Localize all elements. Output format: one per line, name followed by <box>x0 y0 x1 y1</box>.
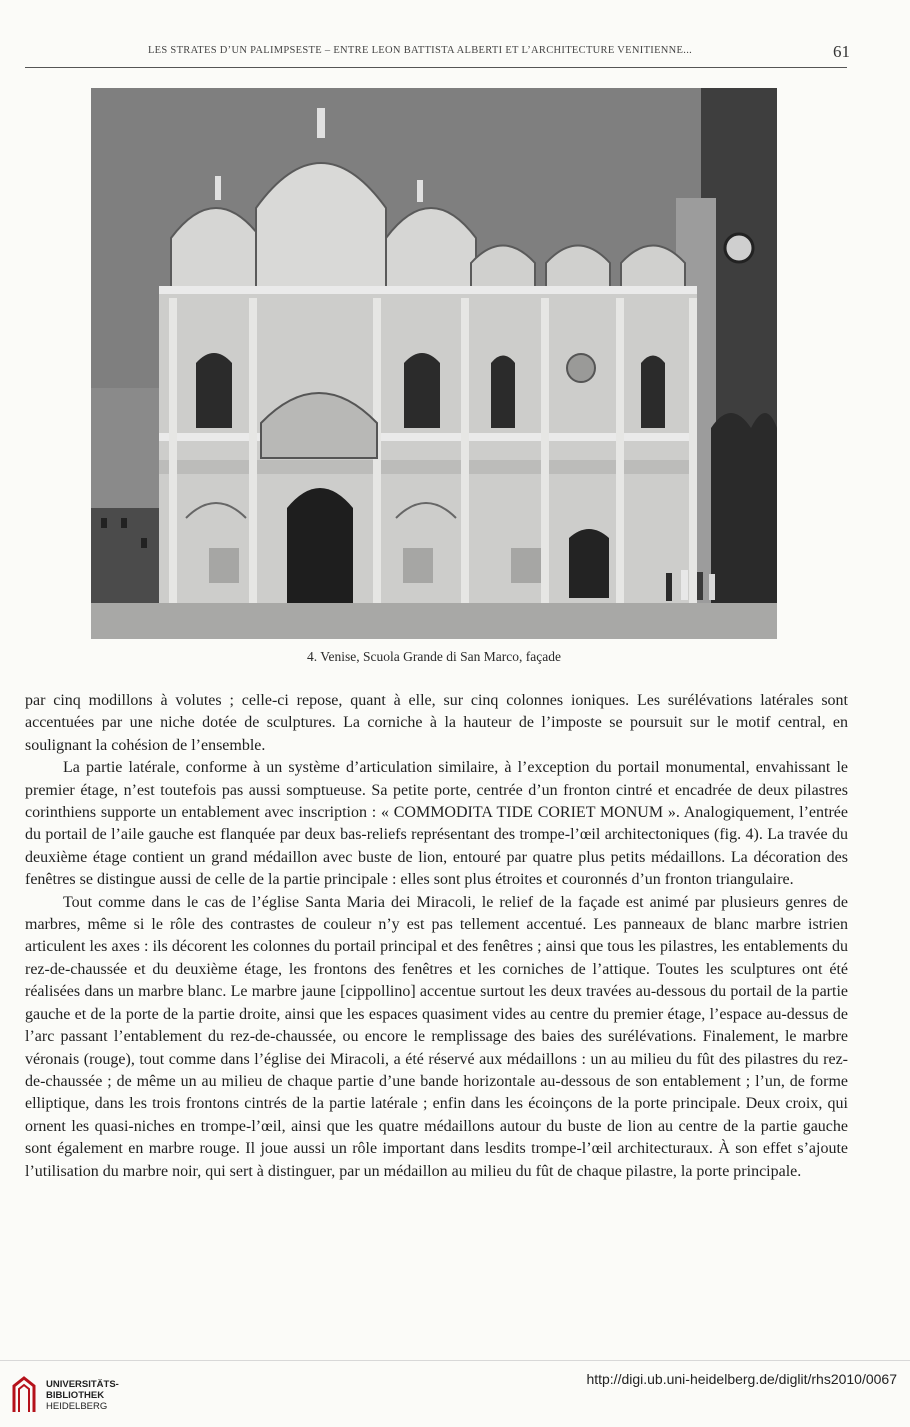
library-name-line1: UNIVERSITÄTS- <box>46 1378 119 1390</box>
figure-caption: 4. Venise, Scuola Grande di San Marco, façade <box>307 649 561 664</box>
library-logo[interactable] <box>10 1372 150 1418</box>
library-name-line2: BIBLIOTHEK <box>46 1389 105 1401</box>
paragraph: par cinq modillons à volutes ; celle-ci repose, quant à elle, sur cinq colonnes ioniques. Les surélévations latérales sont accentuées par une niche dotée de sculptures. La corniche à la hauteur de l’imposte se poursuit sur le motif central, en soulignant la cohésion de l’ensemble. <box>25 692 848 754</box>
header-divider <box>25 67 847 68</box>
library-name-line3: HEIDELBERG <box>46 1400 108 1412</box>
paragraph: La partie latérale, conforme à un système d’articulation similaire, à l’exception du portail monumental, envahissant le premier étage, n’est toutefois pas aussi somptueuse. Sa petite porte, centrée d’un fronton cintré et encadrée de deux pilastres corinthiens supporte un entablement avec inscription : « COMMODITA TIDE CORIET MONUM ». Analogiquement, l’entrée du portail de l’aile gauche est flanquée par deux bas-reliefs représentant des trompe-l’œil architectoniques (fig. 4). La travée du deuxième étage contient un grand médaillon avec buste de lion, entouré par quatre plus petits médaillons. La décoration des fenêtres se distingue aussi de celle de la partie principale : elles sont plus étroites et couronnés d’un fronton triangulaire. <box>25 759 848 889</box>
source-url-link[interactable]: http://digi.ub.uni-heidelberg.de/diglit/rhs2010/0067 <box>586 1371 897 1387</box>
running-head: LES STRATES D’UN PALIMPSESTE – ENTRE LEON BATTISTA ALBERTI ET L’ARCHITECTURE VENITIENNE... <box>147 45 693 56</box>
paragraph: Tout comme dans le cas de l’église Santa Maria dei Miracoli, le relief de la façade est animé par plusieurs genres de marbres, même si le rôle des contrastes de couleur n’y est pas tellement accentué. Les panneaux de blanc marbre istrien articulent les axes : ils décorent les colonnes du portail principal et des fenêtres ; ainsi que tous les pilastres, les entablements du rez-de-chaussée et du deuxième étage, les frontons des fenêtres et les corniches de l’attique. Toutes les sculptures ont été réalisées dans un marbre blanc. Le marbre jaune [cippollino] accentue surtout les deux travées au-dessous du portail de la partie gauche et de la porte de la partie droite, ainsi que les espaces quasiment vides au centre du premier étage, l’espace au-dessus de l’arc passant l’entablement du rez-de-chaussée, ou encore le remplissage des baies des surélévations. Finalement, le marbre véronais (rouge), tout comme dans l’église dei Miracoli, a été réservé aux médaillons : un au milieu du fût des pilastres du rez-de-chaussée ; de même un au milieu de chaque partie d’une bande horizontale au-dessous de son entablement ; l’un, de forme elliptique, dans les trois frontons cintrés de la partie latérale ; enfin dans les écoinçons de la porte principale. Deux croix, qui ornent les quasi-niches en trompe-l’œil, ainsi que les quatre médaillons autour du buste de lion au centre de la partie gauche sont également en marbre rouge. Il joue aussi un rôle important dans lesdits trompe-l’œil architecturaux. À son effet s’ajoute l’utilisation du marbre noir, qui sert à distinguer, par un médaillon au milieu du fût de chaque pilastre, la porte principale. <box>25 893 848 1180</box>
footer-divider <box>0 1360 910 1361</box>
library-logo-icon <box>10 1376 38 1414</box>
page-number: 61 <box>833 42 850 61</box>
body-text <box>25 690 848 1183</box>
figure-photo-scuola-facade <box>91 88 777 639</box>
